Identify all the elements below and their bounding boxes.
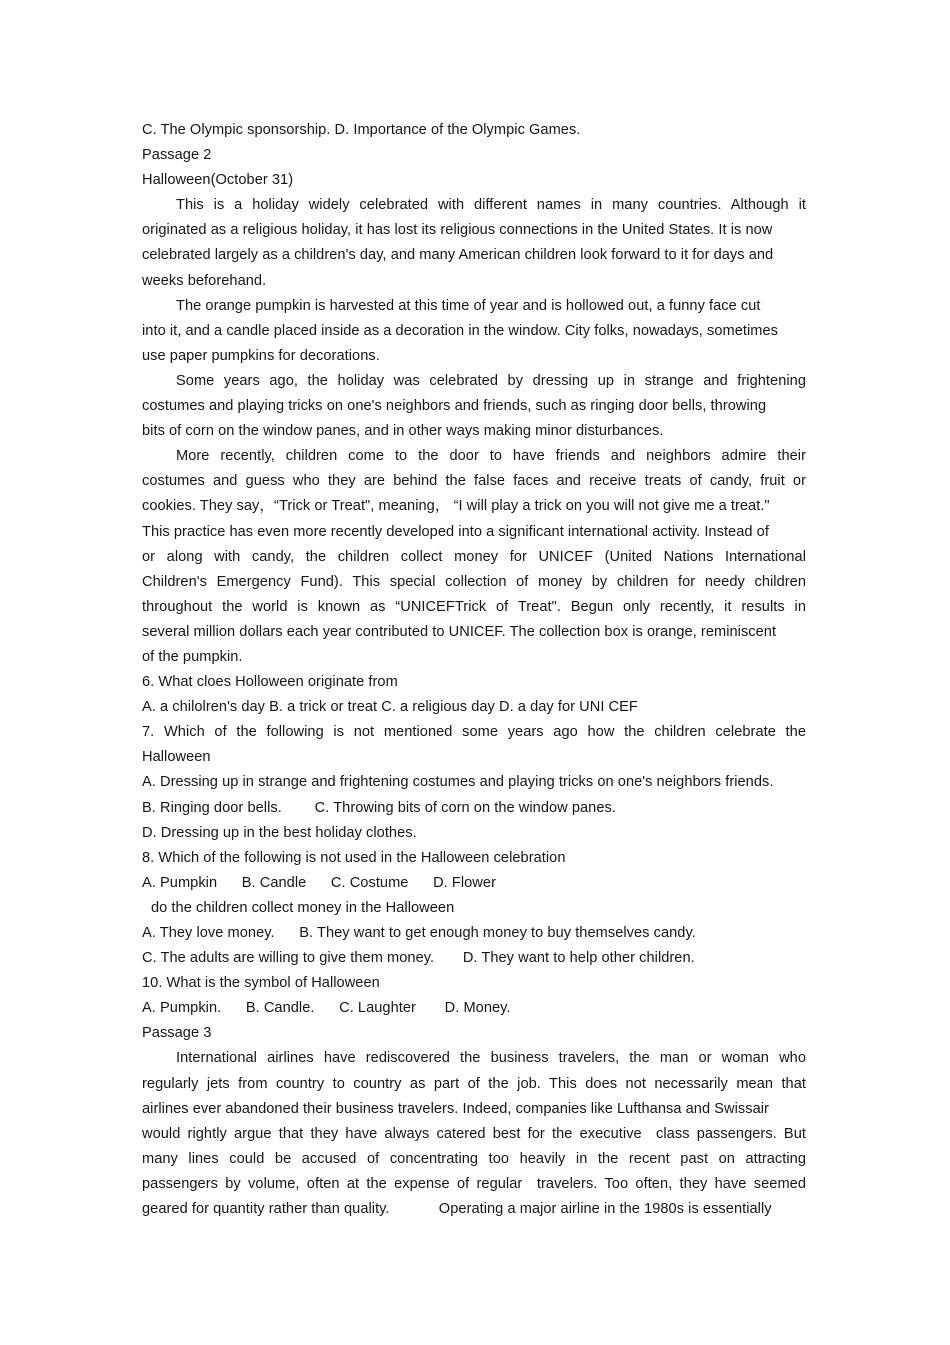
para5-line3: airlines ever abandoned their business travelers. Indeed, companies like Lufthansa and Swissair [142, 1100, 769, 1117]
para5-line2: regularly jets from country to country as part of the job. This does not necessarily mean that [142, 1075, 806, 1092]
question-7-option-a: A. Dressing up in strange and frightening costumes and playing tricks on one's neighbors friends. [142, 774, 774, 791]
para4-line2: costumes and guess who they are behind the false faces and receive treats of candy, fruit or [142, 473, 806, 490]
answer-line-cd-olympic: C. The Olympic sponsorship. D. Importance of the Olympic Games. [142, 122, 581, 138]
question-9: do the children collect money in the Halloween [151, 899, 455, 916]
para4-line8: several million dollars each year contributed to UNICEF. The collection box is orange, reminiscent [142, 623, 777, 640]
para5-line5: many lines could be accused of concentrating too heavily in the recent past on attracting [142, 1150, 806, 1167]
para4-line6: Children's Emergency Fund). This special collection of money by children for needy children [142, 573, 806, 590]
question-6: 6. What cloes Holloween originate from [142, 674, 398, 691]
para3-line2: costumes and playing tricks on one's neighbors and friends, such as ringing door bells, throwing [142, 398, 767, 415]
para5-line1: International airlines have rediscovered the business travelers, the man or woman who [176, 1050, 806, 1067]
question-10: 10. What is the symbol of Halloween [142, 975, 380, 992]
question-7-option-bc: B. Ringing door bells. C. Throwing bits of corn on the window panes. [142, 799, 616, 816]
para3-line3: bits of corn on the window panes, and in other ways making minor disturbances. [142, 423, 664, 440]
question-7-option-d: D. Dressing up in the best holiday clothes. [142, 824, 417, 841]
para1-line1: This is a holiday widely celebrated with different names in many countries. Although it [176, 197, 806, 214]
para4-line3: cookies. They say，“Trick or Treat", meaning， “I will play a trick on you will not give me a treat." [142, 498, 770, 515]
question-10-options: A. Pumpkin. B. Candle. C. Laughter D. Money. [142, 1000, 511, 1017]
para1-line2: originated as a religious holiday, it has lost its religious connections in the United States. It is now [142, 222, 773, 239]
question-8: 8. Which of the following is not used in the Halloween celebration [142, 849, 566, 866]
para4-line9: of the pumpkin. [142, 648, 243, 665]
para2-line2: into it, and a candle placed inside as a decoration in the window. City folks, nowadays, sometimes [142, 322, 779, 339]
para1-line4: weeks beforehand. [142, 272, 267, 289]
para5-line4: would rightly argue that they have always catered best for the executive class passengers. But [142, 1125, 806, 1142]
para5-line7: geared for quantity rather than quality. Operating a major airline in the 1980s is essentially [142, 1201, 772, 1218]
passage-2-title: Halloween(October 31) [142, 172, 294, 189]
question-9-option-ab: A. They love money. B. They want to get enough money to buy themselves candy. [142, 925, 696, 941]
para3-line1: Some years ago, the holiday was celebrated by dressing up in strange and frightening [176, 372, 806, 389]
passage-2-heading: Passage 2 [142, 147, 212, 164]
para4-line7: throughout the world is known as “UNICEFTrick of Treat". Begun only recently, it results in [142, 598, 806, 615]
para5-line6: passengers by volume, often at the expense of regular travelers. Too often, they have seemed [142, 1175, 806, 1192]
passage-3-heading: Passage 3 [142, 1025, 212, 1042]
para4-line4: This practice has even more recently developed into a significant international activity. Instead of [142, 523, 769, 540]
para2-line1: The orange pumpkin is harvested at this time of year and is hollowed out, a funny face cut [176, 297, 761, 314]
question-8-options: A. Pumpkin B. Candle C. Costume D. Flower [142, 874, 496, 891]
para4-line5: or along with candy, the children collect money for UNICEF (United Nations International [142, 548, 806, 565]
question-7-line2: Halloween [142, 749, 211, 766]
question-9-option-cd: C. The adults are willing to give them money. D. They want to help other children. [142, 950, 695, 967]
question-7-line1: 7. Which of the following is not mentioned some years ago how the children celebrate the [142, 724, 806, 741]
para4-line1: More recently, children come to the door to have friends and neighbors admire their [176, 448, 806, 465]
document-text-body [142, 118, 806, 1222]
para1-line3: celebrated largely as a children's day, and many American children look forward to it for days and [142, 247, 774, 264]
para2-line3: use paper pumpkins for decorations. [142, 347, 380, 364]
question-6-options: A. a chilolren's day B. a trick or treat C. a religious day D. a day for UNI CEF [142, 699, 638, 716]
